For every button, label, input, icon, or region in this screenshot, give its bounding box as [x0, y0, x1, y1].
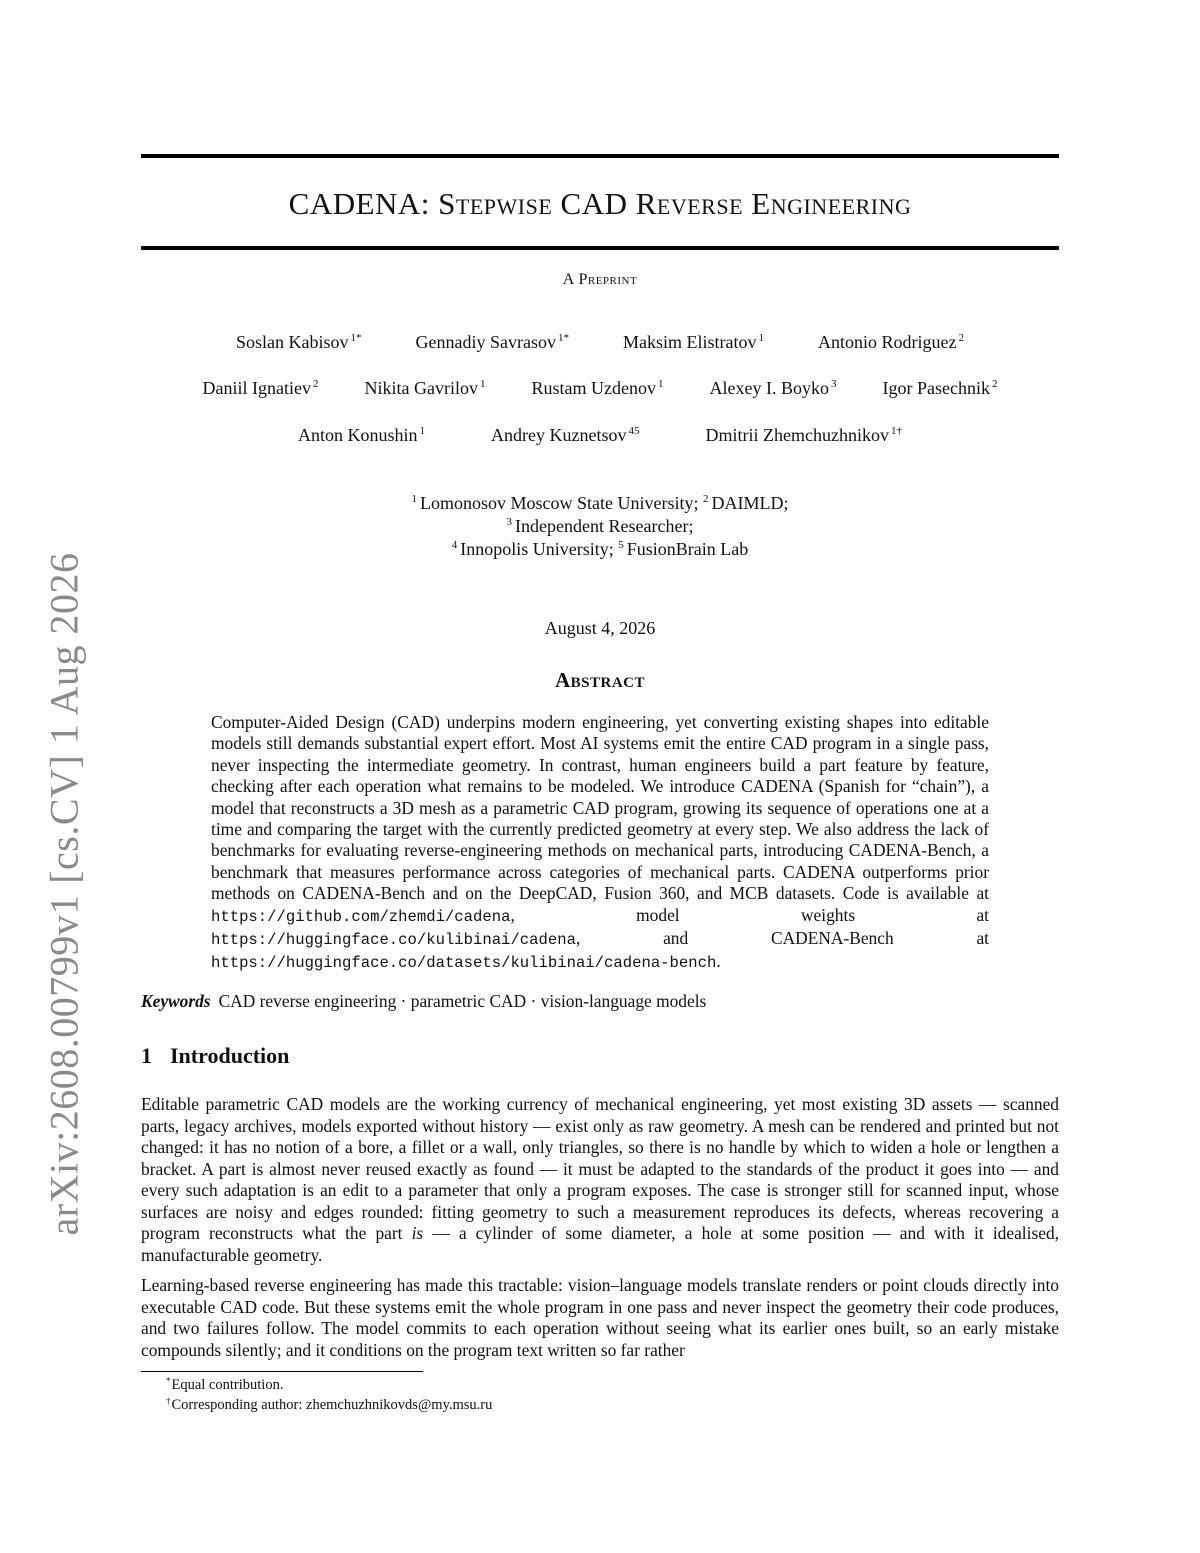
author: Daniil Ignatiev $^2$ — [202, 378, 319, 398]
section-number: 1 — [141, 1043, 152, 1068]
arxiv-stamp: arXiv:2608.00799v1 [cs.CV] 1 Aug 2026 — [41, 552, 87, 1236]
keywords-label: Keywords — [141, 991, 211, 1011]
preprint-label: A Preprint — [562, 271, 638, 288]
author: Andrey Kuznetsov $^{45}$ — [491, 425, 640, 445]
affiliation-line-2: $^3$ Independent Researcher; — [506, 516, 694, 536]
author: Nikita Gavrilov $^1$ — [364, 378, 486, 398]
author: Dmitrii Zhemchuzhnikov $^{1\dagger}$ — [705, 425, 902, 445]
footnote-corresponding-author: †Corresponding author: zhemchuzhnikovds@my.msu.ru — [166, 1396, 493, 1413]
abstract-heading: Abstract — [554, 668, 646, 692]
author: Gennadiy Savrasov $^{1*}$ — [415, 332, 569, 352]
author: Rustam Uzdenov $^1$ — [531, 378, 664, 398]
intro-paragraph-2: Learning-based reverse engineering has made this tractable: vision–language models translate renders or point clouds directly into executable CAD code. But these systems emit the whole program in one pass and never inspect the geometry their code produces, and two failures follow. The model commits to each operation without seeing what its earlier ones built, so an early mistake compounds silently; and it conditions on the program text written so far rather — [141, 1275, 1059, 1360]
code-link[interactable]: https://github.com/zhemdi/cadena — [211, 907, 511, 926]
title-rule-bottom — [141, 246, 1059, 250]
affiliation-line-3: $^4$ Innopolis University; $^5$ FusionBrain Lab — [451, 539, 749, 559]
paper-title — [141, 186, 1059, 222]
title-rule-top — [141, 154, 1059, 158]
section-title: Introduction — [170, 1043, 290, 1068]
author: Igor Pasechnik $^2$ — [882, 378, 998, 398]
affiliation-line-1: $^1$ Lomonosov Moscow State University; $^2$ DAIMLD; — [411, 493, 789, 513]
footnote-rule — [141, 1371, 423, 1372]
keywords-line — [141, 991, 1059, 1012]
section-heading-introduction — [141, 1043, 289, 1069]
footnote-equal-contribution: *Equal contribution. — [166, 1376, 284, 1393]
author-row-2 — [141, 378, 1059, 399]
paper-title-text: CADENA: Stepwise CAD Reverse Engineering — [288, 186, 912, 221]
author-row-1 — [141, 332, 1059, 353]
intro-paragraph-1: Editable parametric CAD models are the working currency of mechanical engineering, yet most existing 3D assets — scanned parts, legacy archives, models exported without history — exist only as raw geometry. A mesh can be rendered and printed but not changed: it has no notion of a bore, a fillet or a wall, only triangles, so there is no handle by which to widen a hole or lengthen a bracket. A part is almost never reused exactly as found — it must be adapted to the standards of the product it goes into — and every such adaptation is an edit to a parameter that only a program exposes. The case is stronger still for scanned input, whose surfaces are noisy and edges rounded: fitting geometry to such a measurement reproduces its defects, whereas recovering a program reconstructs what the part is — a cylinder of some diameter, a hole at some position — and with it idealised, manufacturable geometry. — [141, 1094, 1059, 1265]
author: Soslan Kabisov $^{1*}$ — [236, 332, 362, 352]
author: Alexey I. Boyko $^3$ — [709, 378, 837, 398]
weights-link[interactable]: https://huggingface.co/kulibinai/cadena — [211, 931, 576, 950]
keywords-text: CAD reverse engineering · parametric CAD · vision-language models — [218, 991, 707, 1011]
author-row-3 — [141, 425, 1059, 446]
paper-date: August 4, 2026 — [544, 618, 656, 638]
bench-link[interactable]: https://huggingface.co/datasets/kulibinai/cadena-bench — [211, 954, 717, 973]
abstract-body: Computer-Aided Design (CAD) underpins modern engineering, yet converting existing shapes into editable models still demands substantial expert effort. Most AI systems emit the entire CAD program in a single pass, never inspecting the intermediate geometry. In contrast, human engineers build a part feature by feature, checking after each operation what remains to be modeled. We introduce CADENA (Spanish for “chain”), a model that reconstructs a 3D mesh as a parametric CAD program, growing its sequence of operations one at a time and comparing the target with the currently predicted geometry at every step. We also address the lack of benchmarks for evaluating reverse-engineering methods on mechanical parts, introducing CADENA-Bench, a benchmark that measures performance across categories of mechanical parts. CADENA outperforms prior methods on CADENA-Bench and on the DeepCAD, Fusion 360, and MCB datasets. Code is available at https://github.com/zhemdi/cadena, model weights at https://huggingface.co/kulibinai/cadena, and CADENA-Bench at https://huggingface.co/datasets/kulibinai/cadena-bench. — [211, 712, 989, 973]
author: Maksim Elistratov $^1$ — [622, 332, 764, 352]
author: Antonio Rodriguez $^2$ — [817, 332, 964, 352]
author: Anton Konushin $^1$ — [298, 425, 426, 445]
